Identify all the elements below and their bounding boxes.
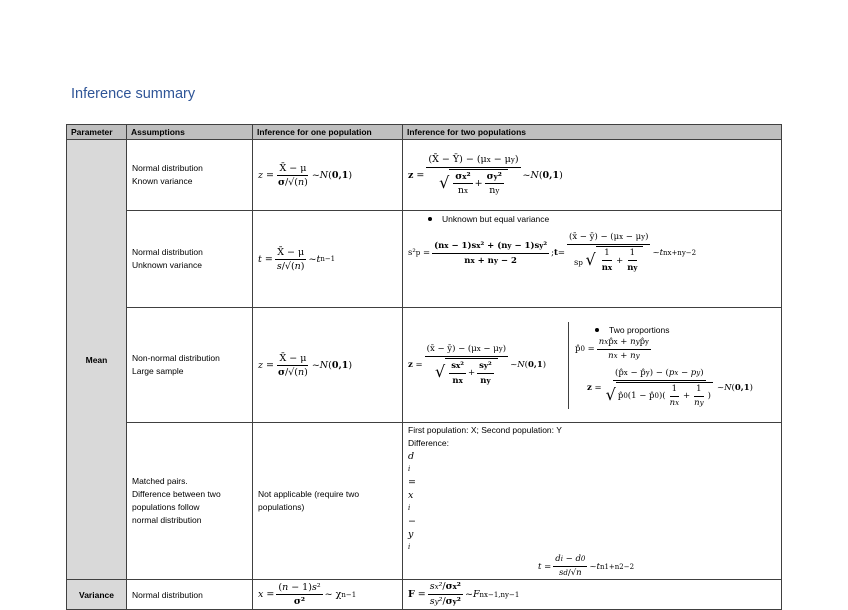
assumptions-cell: Normal distribution — [127, 580, 253, 610]
assumptions-cell — [127, 423, 253, 580]
bullet-icon — [595, 328, 599, 332]
param-variance: Variance — [67, 580, 127, 610]
header-one-population: Inference for one population — [253, 125, 403, 140]
assumption-line: normal distribution — [132, 515, 202, 525]
two-pop-formula: F = $\frac{\text{sx²/σx²}}{\text{sy²/σy²}}$ ~ F nx−1,ny−1 — [403, 580, 782, 610]
difference-label: Difference: — [408, 438, 449, 448]
one-pop-text — [253, 423, 403, 580]
one-pop-formula: x = $\frac{\text{(n − 1)s²}}{\text{σ²}}$ ~ χ n−1 — [253, 580, 403, 610]
assumption-line: Non-normal distribution — [132, 353, 220, 363]
assumption-line: Normal distribution — [132, 163, 203, 173]
one-pop-formula: t = $\frac{X̄ - \mu}{s/√(n)}$ ~ t n−1 — [253, 211, 403, 308]
page-title: Inference summary — [71, 86, 196, 102]
table-row — [67, 580, 782, 610]
bullet-icon — [428, 217, 432, 221]
two-pop-formula: Unknown but equal variance s² p = $\frac{\text{(nx − 1)sx² + (ny − 1)sy²}}{nx + ny - 2}$ ; t = (x̄ − ȳ) − (μx − μy) sp √ $\frac{1}{nx}$ + $\frac{1}{ny}$ ~ t nx+ny−2 — [403, 211, 782, 308]
two-pop-formula: z = (X̄ − Ȳ) − (μx − μy) √ $\frac{\text{σx²}}{nx}$ + $\frac{\text{σy²}}{ny}$ ~ N ( 0,1 ) — [403, 140, 782, 211]
one-pop-formula: z = $\frac{X̄ - \mu}{\sigma/√(n)}$ ~ N ( 0,1 ) — [253, 140, 403, 211]
two-pop-line: First population: X; Second population: Y — [408, 425, 562, 435]
assumption-line: Normal distribution — [132, 247, 203, 257]
assumption-line: Unknown variance — [132, 260, 202, 270]
two-pop-formula: First population: X; Second population: Y Difference: d i = x i − y i t = $\frac{di - d0}{sd/√n}$ ~ t n1+n2−2 — [403, 423, 782, 580]
one-pop-line: populations) — [258, 502, 305, 512]
table-row — [67, 140, 782, 211]
assumption-line: populations follow — [132, 502, 200, 512]
assumptions-cell — [127, 140, 253, 211]
header-row — [67, 125, 782, 140]
two-pop-line: Difference: d i = x i − y i — [408, 437, 776, 554]
one-pop-line: Not applicable (require two — [258, 489, 360, 499]
table-row — [67, 423, 782, 580]
two-pop-means: z = (x̄ − ȳ) − (μx − μy) √ $\frac{\text{sx²}}{nx}$ + $\frac{\text{sy²}}{ny}$ ~ N ( 0,1 ) — [403, 322, 569, 409]
assumption-line: Large sample — [132, 366, 184, 376]
table-row — [67, 211, 782, 308]
two-pop-proportions: Two proportions p̂ 0 = $\frac{\text{nxp̂x + nyp̂y}}{nx + ny}$ z = (p̂x − p̂y) − (px − py) √ p̂ 0 (1 − p̂ 0 )( $\frac{1}{nx}$ + $\frac{1}{ny}$ ) ~ N ( 0,1 ) — [575, 324, 753, 408]
assumption-line: Difference between two — [132, 489, 221, 499]
assumption-line: Known variance — [132, 176, 193, 186]
bullet-text: Unknown but equal variance — [442, 214, 550, 224]
header-assumptions: Assumptions — [127, 125, 253, 140]
header-two-populations: Inference for two populations — [403, 125, 782, 140]
two-pop-formula — [403, 308, 782, 423]
assumption-line: Matched pairs. — [132, 476, 188, 486]
inference-summary-table — [66, 124, 782, 610]
bullet-text: Two proportions — [609, 324, 670, 335]
assumptions-cell — [127, 308, 253, 423]
assumptions-cell — [127, 211, 253, 308]
param-mean: Mean — [67, 140, 127, 580]
one-pop-formula: z = $\frac{X̄ - \mu}{\sigma/√(n)}$ ~ N ( 0,1 ) — [253, 308, 403, 423]
header-parameter: Parameter — [67, 125, 127, 140]
table-row — [67, 308, 782, 423]
